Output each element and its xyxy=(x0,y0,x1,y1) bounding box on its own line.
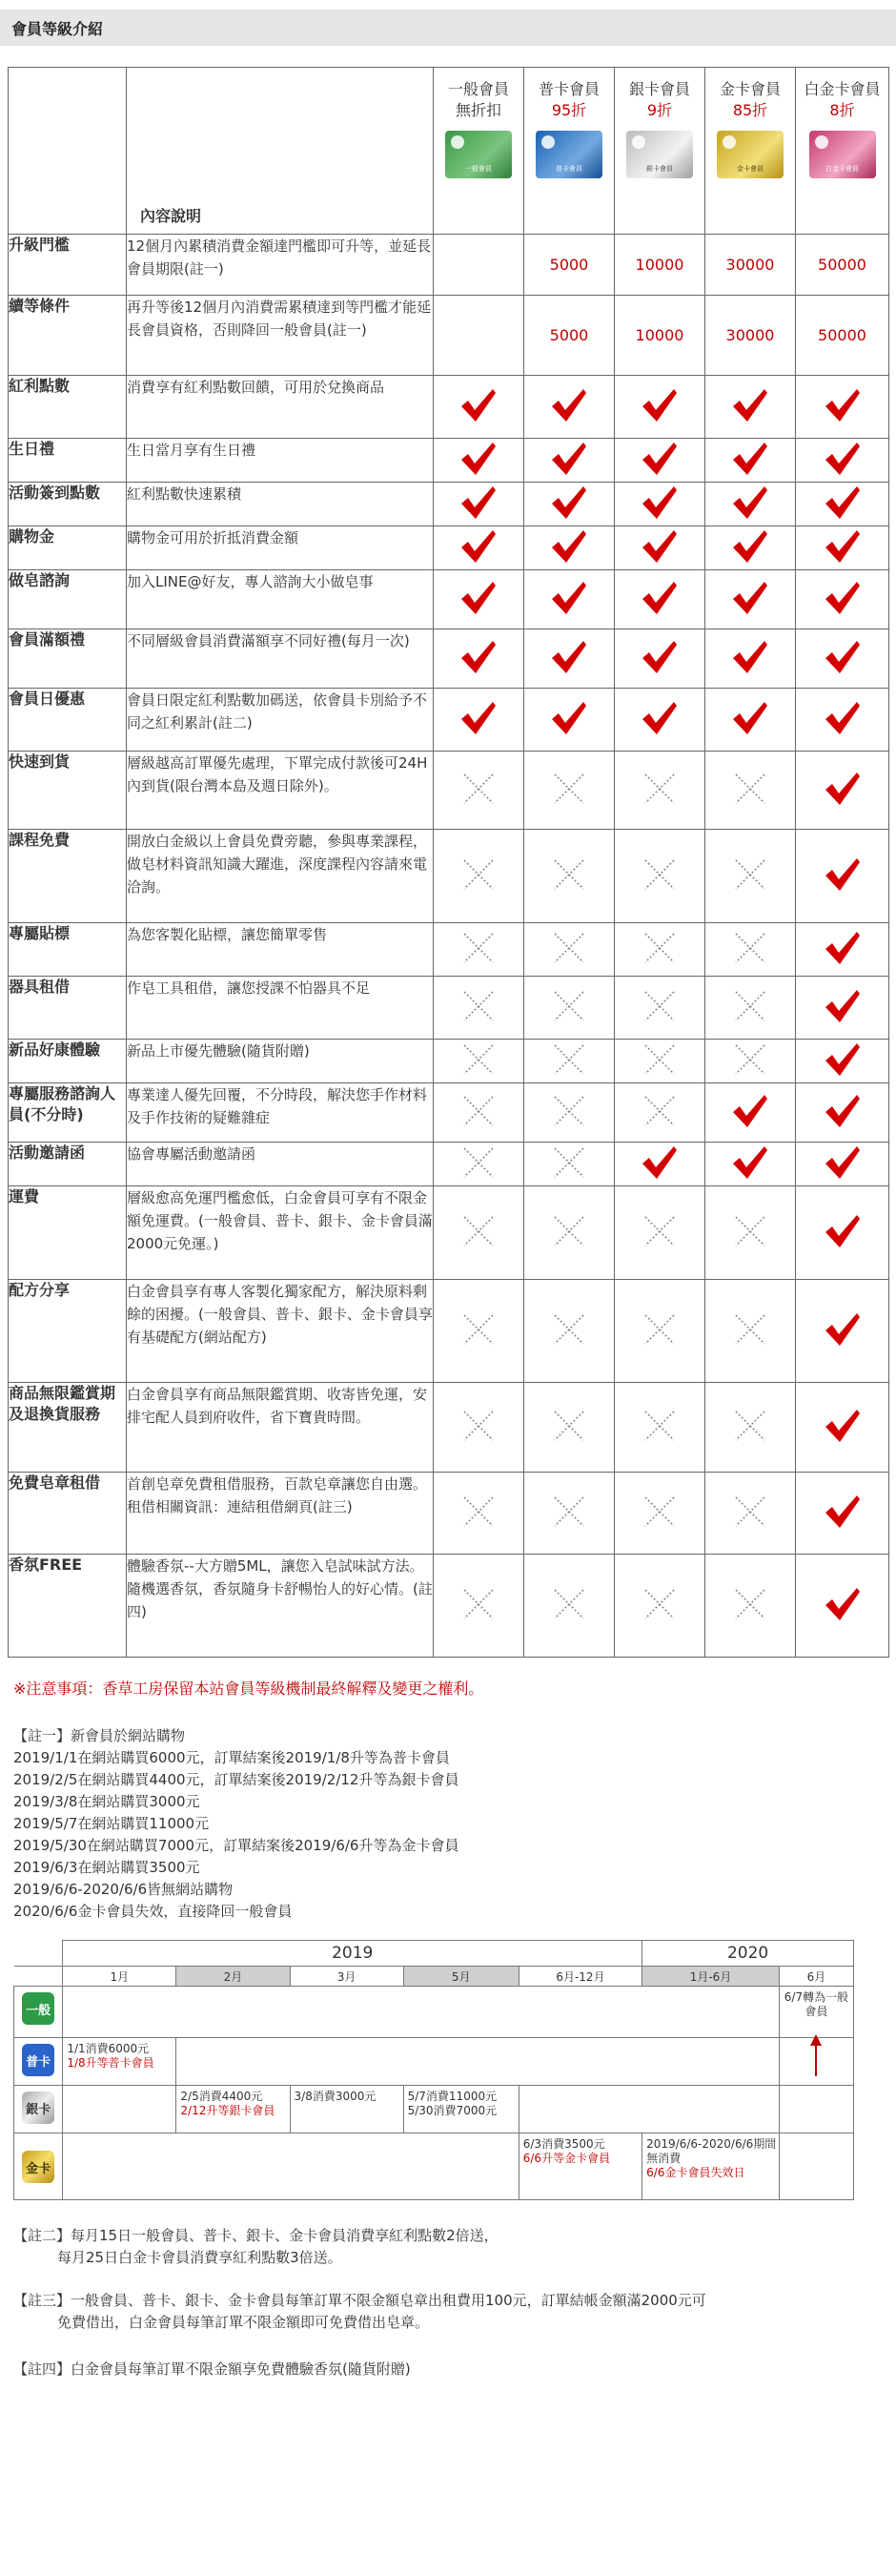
row-label: 續等條件 xyxy=(9,296,127,376)
row-label: 器具租借 xyxy=(9,977,127,1040)
row-label: 快速到貨 xyxy=(9,752,127,830)
check-icon xyxy=(796,977,889,1040)
table-row xyxy=(9,439,889,483)
row-desc: 消費享有紅利點數回饋，可用於兌換商品 xyxy=(127,376,434,439)
note2-line: 每月25日白金卡會員消費享紅利點數3倍送。 xyxy=(57,2249,342,2266)
general-event: 6/7轉為一般會員 xyxy=(784,1990,849,2018)
table-header-row xyxy=(9,68,889,235)
note1-section xyxy=(13,1725,896,1923)
note1-line: 2019/5/30在網站購買7000元，訂單結案後2019/6/6升等為金卡會員 xyxy=(13,1837,459,1854)
level-badge-gold: 金卡 xyxy=(22,2151,54,2183)
page-title xyxy=(0,10,896,46)
event-buy: 2/5消費4400元 xyxy=(180,2090,263,2103)
row-label: 購物金 xyxy=(9,526,127,570)
note4-section xyxy=(13,2359,896,2380)
cross-icon xyxy=(705,977,796,1040)
table-row xyxy=(9,526,889,570)
cross-icon xyxy=(615,1280,705,1383)
page-title-text: 會員等級介紹 xyxy=(11,19,104,38)
tier-header-gold xyxy=(705,68,796,235)
event-upgrade: 6/6升等金卡會員 xyxy=(522,2152,611,2165)
row-desc: 開放白金級以上會員免費旁聽，參與專業課程，做皂材料資訊知識大躍進，深度課程內容請來電洽詢。 xyxy=(127,830,434,923)
tier-discount: 8折 xyxy=(829,101,855,119)
note2-section xyxy=(13,2225,896,2269)
check-icon xyxy=(615,376,705,439)
month-label: 3月 xyxy=(290,1967,403,1987)
row-desc: 新品上市優先體驗(隨貨附贈) xyxy=(127,1040,434,1083)
cross-icon xyxy=(615,923,705,977)
threshold-value: 50000 xyxy=(796,235,889,296)
check-icon xyxy=(615,483,705,526)
threshold-value: 30000 xyxy=(705,296,796,376)
table-row xyxy=(9,1473,889,1555)
row-label: 課程免費 xyxy=(9,830,127,923)
cross-icon xyxy=(524,752,615,830)
cross-icon xyxy=(705,752,796,830)
cross-icon xyxy=(524,923,615,977)
check-icon xyxy=(705,629,796,689)
cross-icon xyxy=(615,1555,705,1658)
cross-icon xyxy=(434,923,524,977)
row-desc: 協會專屬活動邀請函 xyxy=(127,1143,434,1186)
threshold-value xyxy=(434,296,524,376)
timeline-row-silver xyxy=(14,2086,854,2133)
check-icon xyxy=(434,629,524,689)
check-icon xyxy=(524,376,615,439)
cross-icon xyxy=(434,1383,524,1473)
notice-text: ※注意事項：香草工房保留本站會員等級機制最終解釋及變更之權利。 xyxy=(13,1680,484,1698)
cross-icon xyxy=(524,1555,615,1658)
check-icon xyxy=(615,689,705,752)
table-row xyxy=(9,830,889,923)
check-icon xyxy=(524,439,615,483)
cross-icon xyxy=(434,1040,524,1083)
check-icon xyxy=(796,526,889,570)
check-icon xyxy=(524,526,615,570)
note2-line: 【註二】每月15日一般會員、普卡、銀卡、金卡會員消費享紅利點數2倍送， xyxy=(13,2227,499,2244)
check-icon xyxy=(796,629,889,689)
check-icon xyxy=(705,376,796,439)
month-label: 1月-6月 xyxy=(642,1967,780,1987)
check-icon xyxy=(615,1143,705,1186)
cross-icon xyxy=(705,1186,796,1280)
cross-icon xyxy=(524,1143,615,1186)
row-desc: 為您客製化貼標，讓您簡單零售 xyxy=(127,923,434,977)
month-label: 1月 xyxy=(63,1967,176,1987)
table-row xyxy=(9,923,889,977)
check-icon xyxy=(796,1280,889,1383)
gold-event xyxy=(642,2133,779,2180)
tier-name: 白金卡會員 xyxy=(804,80,881,98)
tier-discount: 85折 xyxy=(732,101,768,119)
header-desc: 內容說明 xyxy=(127,68,434,235)
check-icon xyxy=(524,483,615,526)
month-label: 6月 xyxy=(779,1967,853,1987)
note3-section xyxy=(13,2290,896,2334)
table-row xyxy=(9,977,889,1040)
row-desc: 再升等後12個月內消費需累積達到等門檻才能延長會員資格，否則降回一般會員(註一) xyxy=(127,296,434,376)
cross-icon xyxy=(524,1040,615,1083)
row-desc: 加入LINE@好友，專人諮詢大小做皂事 xyxy=(127,570,434,629)
event-buy: 2019/6/6-2020/6/6期間無消費 xyxy=(646,2137,777,2165)
row-label: 新品好康體驗 xyxy=(9,1040,127,1083)
table-row xyxy=(9,483,889,526)
tier-header-silver xyxy=(615,68,705,235)
row-desc: 不同層級會員消費滿額享不同好禮(每月一次) xyxy=(127,629,434,689)
check-icon xyxy=(796,1040,889,1083)
check-icon xyxy=(705,1143,796,1186)
year-label: 2020 xyxy=(642,1941,854,1967)
timeline-row-gold xyxy=(14,2133,854,2200)
event-upgrade: 6/6金卡會員失效日 xyxy=(646,2166,745,2179)
row-desc: 生日當月享有生日禮 xyxy=(127,439,434,483)
cross-icon xyxy=(434,752,524,830)
table-row xyxy=(9,235,889,296)
regular-event xyxy=(63,2038,175,2071)
timeline-months xyxy=(14,1967,854,1987)
cross-icon xyxy=(524,1383,615,1473)
row-desc: 購物金可用於折抵消費金額 xyxy=(127,526,434,570)
card-general-image: 一般會員 xyxy=(445,131,512,178)
month-label: 5月 xyxy=(403,1967,519,1987)
table-row xyxy=(9,296,889,376)
cross-icon xyxy=(434,977,524,1040)
threshold-value: 50000 xyxy=(796,296,889,376)
cross-icon xyxy=(434,1083,524,1143)
check-icon xyxy=(796,689,889,752)
note1-line: 2019/2/5在網站購買4400元，訂單結案後2019/2/12升等為銀卡會員 xyxy=(13,1771,459,1788)
cross-icon xyxy=(434,1280,524,1383)
row-label: 升級門檻 xyxy=(9,235,127,296)
check-icon xyxy=(434,376,524,439)
row-label: 香氛FREE xyxy=(9,1555,127,1658)
table-row xyxy=(9,1280,889,1383)
tier-name: 銀卡會員 xyxy=(628,80,690,98)
table-row xyxy=(9,1040,889,1083)
check-icon xyxy=(705,1083,796,1143)
cross-icon xyxy=(615,1383,705,1473)
row-label: 專屬貼標 xyxy=(9,923,127,977)
table-row xyxy=(9,376,889,439)
row-desc: 白金會員享有專人客製化獨家配方，解決原料剩餘的困擾。(一般會員、普卡、銀卡、金卡會員享有基礎配方(網站配方) xyxy=(127,1280,434,1383)
check-icon xyxy=(524,689,615,752)
row-desc: 專業達人優先回覆，不分時段，解決您手作材料及手作技術的疑難雜症 xyxy=(127,1083,434,1143)
tier-discount: 95折 xyxy=(551,101,587,119)
check-icon xyxy=(796,1143,889,1186)
check-icon xyxy=(434,439,524,483)
row-label: 會員日優惠 xyxy=(9,689,127,752)
table-row xyxy=(9,689,889,752)
note1-line: 2019/6/3在網站購買3500元 xyxy=(13,1859,200,1876)
card-regular-image: 普卡會員 xyxy=(536,131,602,178)
cross-icon xyxy=(615,1473,705,1555)
threshold-value xyxy=(434,235,524,296)
row-label: 做皂諮詢 xyxy=(9,570,127,629)
row-label: 會員滿額禮 xyxy=(9,629,127,689)
row-label: 運費 xyxy=(9,1186,127,1280)
cross-icon xyxy=(705,923,796,977)
check-icon xyxy=(434,689,524,752)
check-icon xyxy=(615,629,705,689)
event-buy: 1/1消費6000元 xyxy=(67,2042,150,2055)
note1-heading: 【註一】新會員於網站購物 xyxy=(13,1727,186,1744)
check-icon xyxy=(705,483,796,526)
timeline-row-regular xyxy=(14,2038,854,2086)
threshold-value: 5000 xyxy=(524,235,615,296)
cross-icon xyxy=(615,977,705,1040)
check-icon xyxy=(434,570,524,629)
threshold-value: 5000 xyxy=(524,296,615,376)
cross-icon xyxy=(524,1473,615,1555)
check-icon xyxy=(524,629,615,689)
card-gold-image: 金卡會員 xyxy=(717,131,784,178)
cross-icon xyxy=(434,1473,524,1555)
check-icon xyxy=(705,570,796,629)
check-icon xyxy=(796,1383,889,1473)
row-desc: 體驗香氛--大方贈5ML，讓您入皂試味試方法。隨機選香氛，香氛隨身卡舒暢怡人的好心情。(註四) xyxy=(127,1555,434,1658)
level-badge-regular: 普卡 xyxy=(22,2044,54,2076)
cross-icon xyxy=(705,1473,796,1555)
check-icon xyxy=(796,923,889,977)
note1-line: 2019/1/1在網站購買6000元，訂單結案後2019/1/8升等為普卡會員 xyxy=(13,1749,450,1766)
cross-icon xyxy=(615,1083,705,1143)
tier-name: 一般會員 xyxy=(447,80,509,98)
threshold-value: 10000 xyxy=(615,296,705,376)
event-buy: 5/7消費11000元 xyxy=(407,2090,498,2103)
check-icon xyxy=(434,483,524,526)
cross-icon xyxy=(615,830,705,923)
cross-icon xyxy=(434,1143,524,1186)
check-icon xyxy=(434,526,524,570)
tier-header-platinum xyxy=(796,68,889,235)
check-icon xyxy=(796,483,889,526)
header-blank xyxy=(9,68,127,235)
silver-event xyxy=(291,2086,403,2104)
row-label: 生日禮 xyxy=(9,439,127,483)
row-label: 活動簽到點數 xyxy=(9,483,127,526)
check-icon xyxy=(796,1555,889,1658)
cross-icon xyxy=(615,752,705,830)
row-desc: 紅利點數快速累積 xyxy=(127,483,434,526)
check-icon xyxy=(796,1473,889,1555)
row-label: 紅利點數 xyxy=(9,376,127,439)
event-buy: 3/8消費3000元 xyxy=(294,2090,377,2103)
silver-event xyxy=(404,2086,519,2118)
check-icon xyxy=(796,570,889,629)
note1-line: 2020/6/6金卡會員失效，直接降回一般會員 xyxy=(13,1903,293,1920)
check-icon xyxy=(796,376,889,439)
cross-icon xyxy=(434,1186,524,1280)
cross-icon xyxy=(705,1040,796,1083)
tier-name: 普卡會員 xyxy=(538,80,600,98)
cross-icon xyxy=(705,1555,796,1658)
event-buy: 6/3消費3500元 xyxy=(522,2137,605,2151)
silver-event xyxy=(176,2086,289,2118)
row-label: 配方分享 xyxy=(9,1280,127,1383)
cross-icon xyxy=(705,830,796,923)
gold-event xyxy=(519,2133,641,2166)
cross-icon xyxy=(524,1083,615,1143)
row-desc: 會員日限定紅利點數加碼送，依會員卡別給予不同之紅利累計(註二) xyxy=(127,689,434,752)
tier-header-general xyxy=(434,68,524,235)
threshold-value: 10000 xyxy=(615,235,705,296)
check-icon xyxy=(615,526,705,570)
check-icon xyxy=(705,689,796,752)
row-desc: 層級愈高免運門檻愈低，白金會員可享有不限金額免運費。(一般會員、普卡、銀卡、金卡會員滿2000元免運。) xyxy=(127,1186,434,1280)
threshold-value: 30000 xyxy=(705,235,796,296)
note1-line: 2019/3/8在網站購買3000元 xyxy=(13,1793,200,1810)
note1-line: 2019/6/6-2020/6/6皆無網站購物 xyxy=(13,1881,234,1898)
row-desc: 首創皂章免費租借服務，百款皂章讓您自由選。租借相關資訊：連結租借網頁(註三) xyxy=(127,1473,434,1555)
month-label: 6月-12月 xyxy=(519,1967,641,1987)
check-icon xyxy=(796,439,889,483)
cross-icon xyxy=(524,1186,615,1280)
cross-icon xyxy=(524,1280,615,1383)
cross-icon xyxy=(434,830,524,923)
tier-header-regular xyxy=(524,68,615,235)
note3-line: 免費借出，白金會員每筆訂單不限金額即可免費借出皂章。 xyxy=(57,2314,430,2331)
cross-icon xyxy=(615,1186,705,1280)
check-icon xyxy=(796,830,889,923)
check-icon xyxy=(524,570,615,629)
table-row xyxy=(9,1083,889,1143)
row-label: 活動邀請函 xyxy=(9,1143,127,1186)
level-badge-silver: 銀卡 xyxy=(22,2092,54,2124)
cross-icon xyxy=(705,1280,796,1383)
note4-line: 【註四】白金會員每筆訂單不限金額享免費體驗香氛(隨貨附贈) xyxy=(13,2360,411,2378)
cross-icon xyxy=(524,830,615,923)
upgrade-timeline xyxy=(13,1940,854,2200)
cross-icon xyxy=(705,1383,796,1473)
row-label: 商品無限鑑賞期及退換貨服務 xyxy=(9,1383,127,1473)
cross-icon xyxy=(615,1040,705,1083)
membership-table xyxy=(8,67,889,1658)
table-row xyxy=(9,1383,889,1473)
card-platinum-image: 白金卡會員 xyxy=(809,131,876,178)
cross-icon xyxy=(434,1555,524,1658)
table-row xyxy=(9,1143,889,1186)
row-label: 專屬服務諮詢人員(不分時) xyxy=(9,1083,127,1143)
table-row xyxy=(9,752,889,830)
timeline-row-general xyxy=(14,1987,854,2038)
row-desc: 作皂工具租借，讓您授課不怕器具不足 xyxy=(127,977,434,1040)
cross-icon xyxy=(524,977,615,1040)
tier-discount: 9折 xyxy=(646,101,673,119)
check-icon xyxy=(615,570,705,629)
event-upgrade: 1/8升等普卡會員 xyxy=(67,2056,154,2070)
month-label: 2月 xyxy=(176,1967,290,1987)
arrow-up-icon xyxy=(780,2029,852,2076)
tier-name: 金卡會員 xyxy=(719,80,781,98)
event-buy: 5/30消費7000元 xyxy=(407,2104,498,2117)
table-row xyxy=(9,1555,889,1658)
year-label: 2019 xyxy=(63,1941,642,1967)
card-silver-image: 銀卡會員 xyxy=(626,131,693,178)
note1-line: 2019/5/7在網站購買11000元 xyxy=(13,1815,210,1832)
level-badge-general: 一般 xyxy=(22,1992,54,2025)
row-desc: 白金會員享有商品無限鑑賞期、收寄皆免運，安排宅配人員到府收件，省下寶貴時間。 xyxy=(127,1383,434,1473)
check-icon xyxy=(796,1186,889,1280)
tier-discount: 無折扣 xyxy=(455,101,501,119)
row-label: 免費皂章租借 xyxy=(9,1473,127,1555)
timeline-years xyxy=(14,1941,854,1967)
check-icon xyxy=(796,1083,889,1143)
table-row xyxy=(9,629,889,689)
table-row xyxy=(9,570,889,629)
check-icon xyxy=(705,526,796,570)
table-row xyxy=(9,1186,889,1280)
row-desc: 12個月內累積消費金額達門檻即可升等，並延長會員期限(註一) xyxy=(127,235,434,296)
event-upgrade: 2/12升等銀卡會員 xyxy=(180,2104,275,2117)
check-icon xyxy=(615,439,705,483)
row-desc: 層級越高訂單優先處理，下單完成付款後可24H內到貨(限台灣本島及週日除外)。 xyxy=(127,752,434,830)
check-icon xyxy=(705,439,796,483)
check-icon xyxy=(796,752,889,830)
note3-line: 【註三】一般會員、普卡、銀卡、金卡會員每筆訂單不限金額皂章出租費用100元，訂單結帳金額滿2000元可 xyxy=(13,2292,706,2309)
